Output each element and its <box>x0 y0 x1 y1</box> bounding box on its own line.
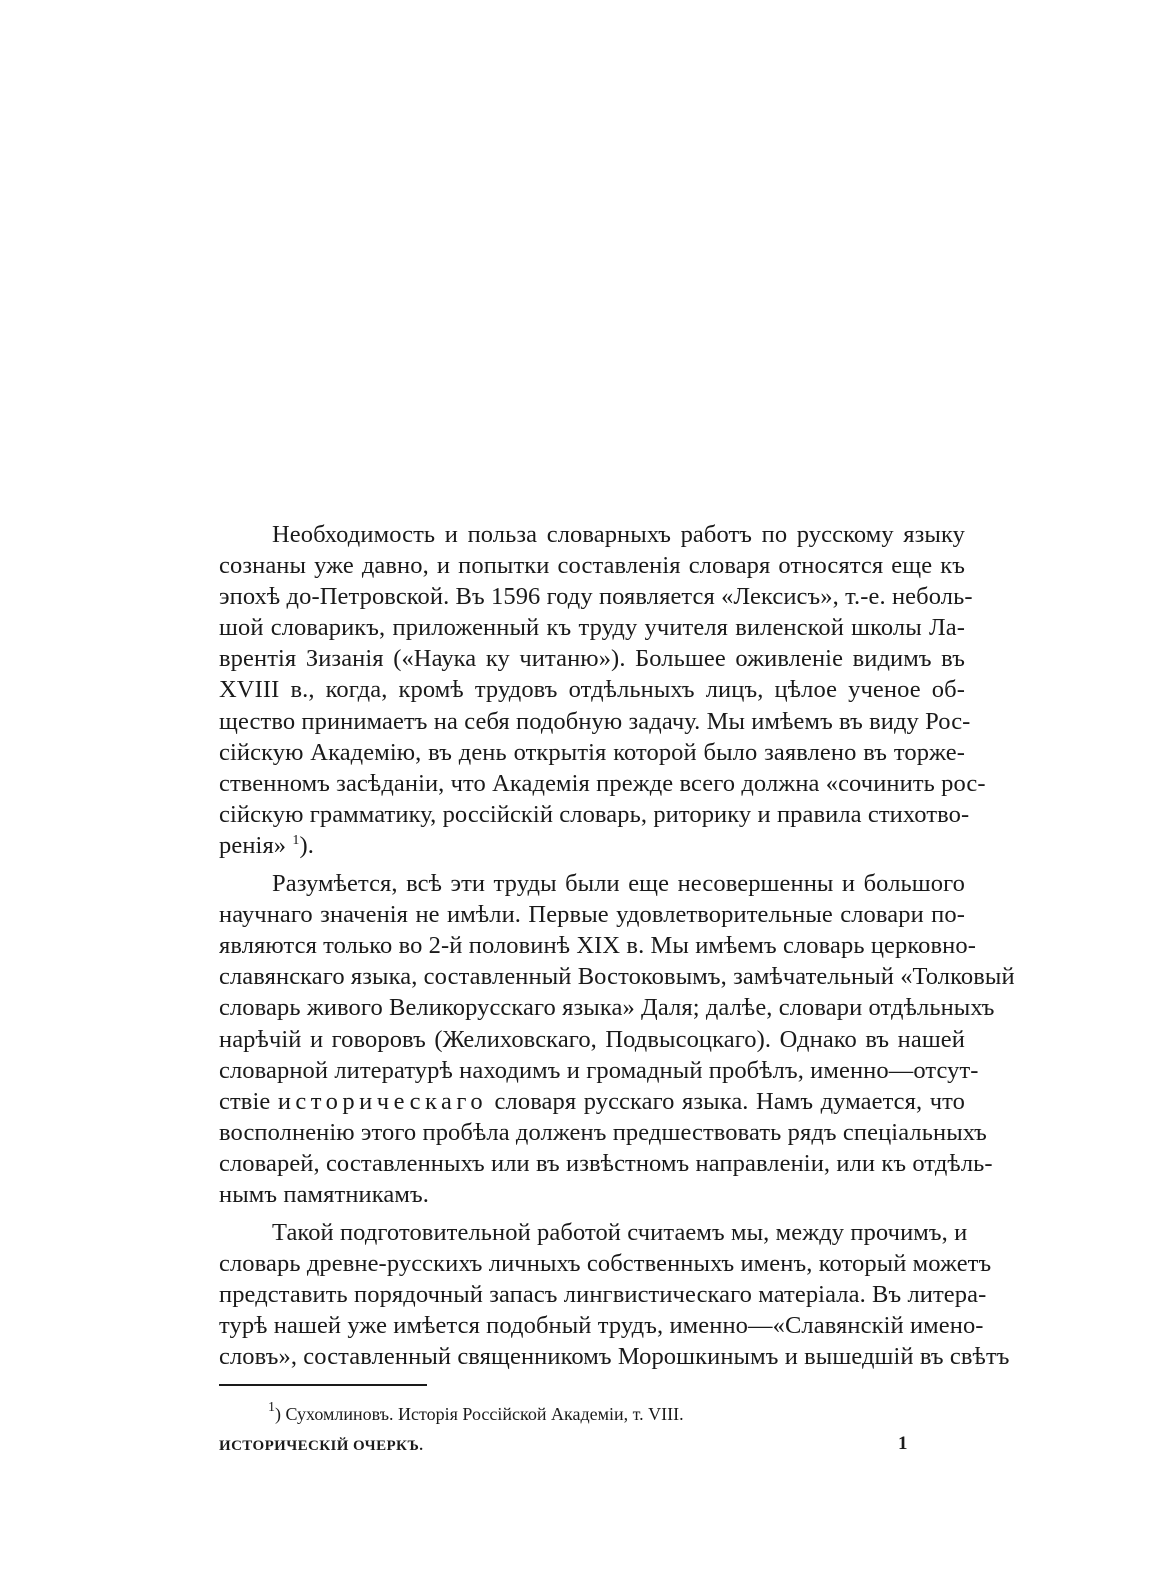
paragraph-gap <box>219 861 965 868</box>
text-line: XVIII в., когда, кромѣ трудовъ отдѣльныхъ лицъ, цѣлое ученое об- <box>219 676 965 704</box>
text-line: сознаны уже давно, и попытки составленія словаря относятся еще къ <box>219 552 965 580</box>
text-line: словарь живого Великорусскаго языка» Даля; далѣе, словари отдѣльныхъ <box>219 994 995 1022</box>
text-line: сійскую Академію, въ день открытія которой было заявлено въ торже- <box>219 738 965 766</box>
text-line: нарѣчій и говоровъ (Желиховскаго, Подвысоцкаго). Однако въ нашей <box>219 1025 965 1053</box>
text-fragment: ствіе <box>219 1087 271 1115</box>
text-fragment: ). <box>299 831 314 859</box>
text-line: шой словарикъ, приложенный къ труду учителя виленской школы Ла- <box>219 614 965 642</box>
text-line: словарной литературѣ находимъ и громадный пробѣлъ, именно—отсут- <box>219 1056 979 1084</box>
page-number: 1 <box>898 1433 908 1454</box>
text-line: сійскую грамматику, россійскій словарь, риторику и правила стихотво- <box>219 800 970 828</box>
paragraph-2 <box>219 868 1015 1210</box>
text-line: врентія Зизанія («Наука ку читаню»). Большее оживленіе видимъ въ <box>219 645 965 673</box>
text-fragment: ренія» <box>219 831 287 859</box>
text-line <box>219 1086 965 1117</box>
text-line: эпохѣ до-Петровской. Въ 1596 году появляется «Лексисъ», т.-е. неболь- <box>219 583 973 611</box>
text-line: Необходимость и польза словарныхъ работъ по русскому языку <box>272 521 965 548</box>
text-line: являются только во 2-й половинѣ XIX в. Мы имѣемъ словарь церковно- <box>219 932 976 960</box>
footnote-divider <box>219 1384 427 1386</box>
printer-signature: ИСТОРИЧЕСКІЙ ОЧЕРКЪ. <box>219 1438 424 1454</box>
body-text <box>219 519 1015 1373</box>
text-line: Разумѣется, всѣ эти труды были еще несовершенны и большого <box>272 870 965 898</box>
paragraph-3 <box>219 1217 1010 1372</box>
footnote-text: ) Сухомлиновъ. Исторія Россійской Академіи, т. VIII. <box>275 1404 684 1424</box>
footnote <box>268 1402 684 1426</box>
text-line: щество принимаетъ на себя подобную задачу. Мы имѣемъ въ виду Рос- <box>219 707 971 735</box>
paragraph-gap <box>219 1210 965 1217</box>
paragraph-1 <box>219 519 986 861</box>
footnote-marker: 1 <box>268 1400 275 1415</box>
text-line: словарей, составленныхъ или въ извѣстномъ направленіи, или къ отдѣль- <box>219 1149 993 1177</box>
text-line: представить порядочный запасъ лингвистическаго матеріала. Въ литера- <box>219 1281 987 1309</box>
text-line: нымъ памятникамъ. <box>219 1180 429 1208</box>
text-line: турѣ нашей уже имѣется подобный трудъ, именно—«Славянскій имено- <box>219 1312 984 1340</box>
text-line: словарь древне-русскихъ личныхъ собственныхъ именъ, который можетъ <box>219 1250 992 1278</box>
text-line <box>219 830 965 861</box>
text-line: славянскаго языка, составленный Востоковымъ, замѣчательный «Толковый <box>219 963 1015 991</box>
emphasized-word: историческаго <box>277 1087 488 1115</box>
footnote-reference: 1 <box>292 832 300 848</box>
text-line: научнаго значенія не имѣли. Первые удовлетворительные словари по- <box>219 901 965 929</box>
text-line: ственномъ засѣданіи, что Академія прежде всего должна «сочинить рос- <box>219 769 986 797</box>
text-fragment: словаря русскаго языка. Намъ думается, что <box>494 1087 965 1115</box>
text-line: Такой подготовительной работой считаемъ мы, между прочимъ, и <box>272 1219 968 1247</box>
text-line: словъ», составленный священникомъ Морошкинымъ и вышедшій въ свѣтъ <box>219 1343 1010 1371</box>
text-line: восполненію этого пробѣла долженъ предшествовать рядъ спеціальныхъ <box>219 1118 987 1146</box>
